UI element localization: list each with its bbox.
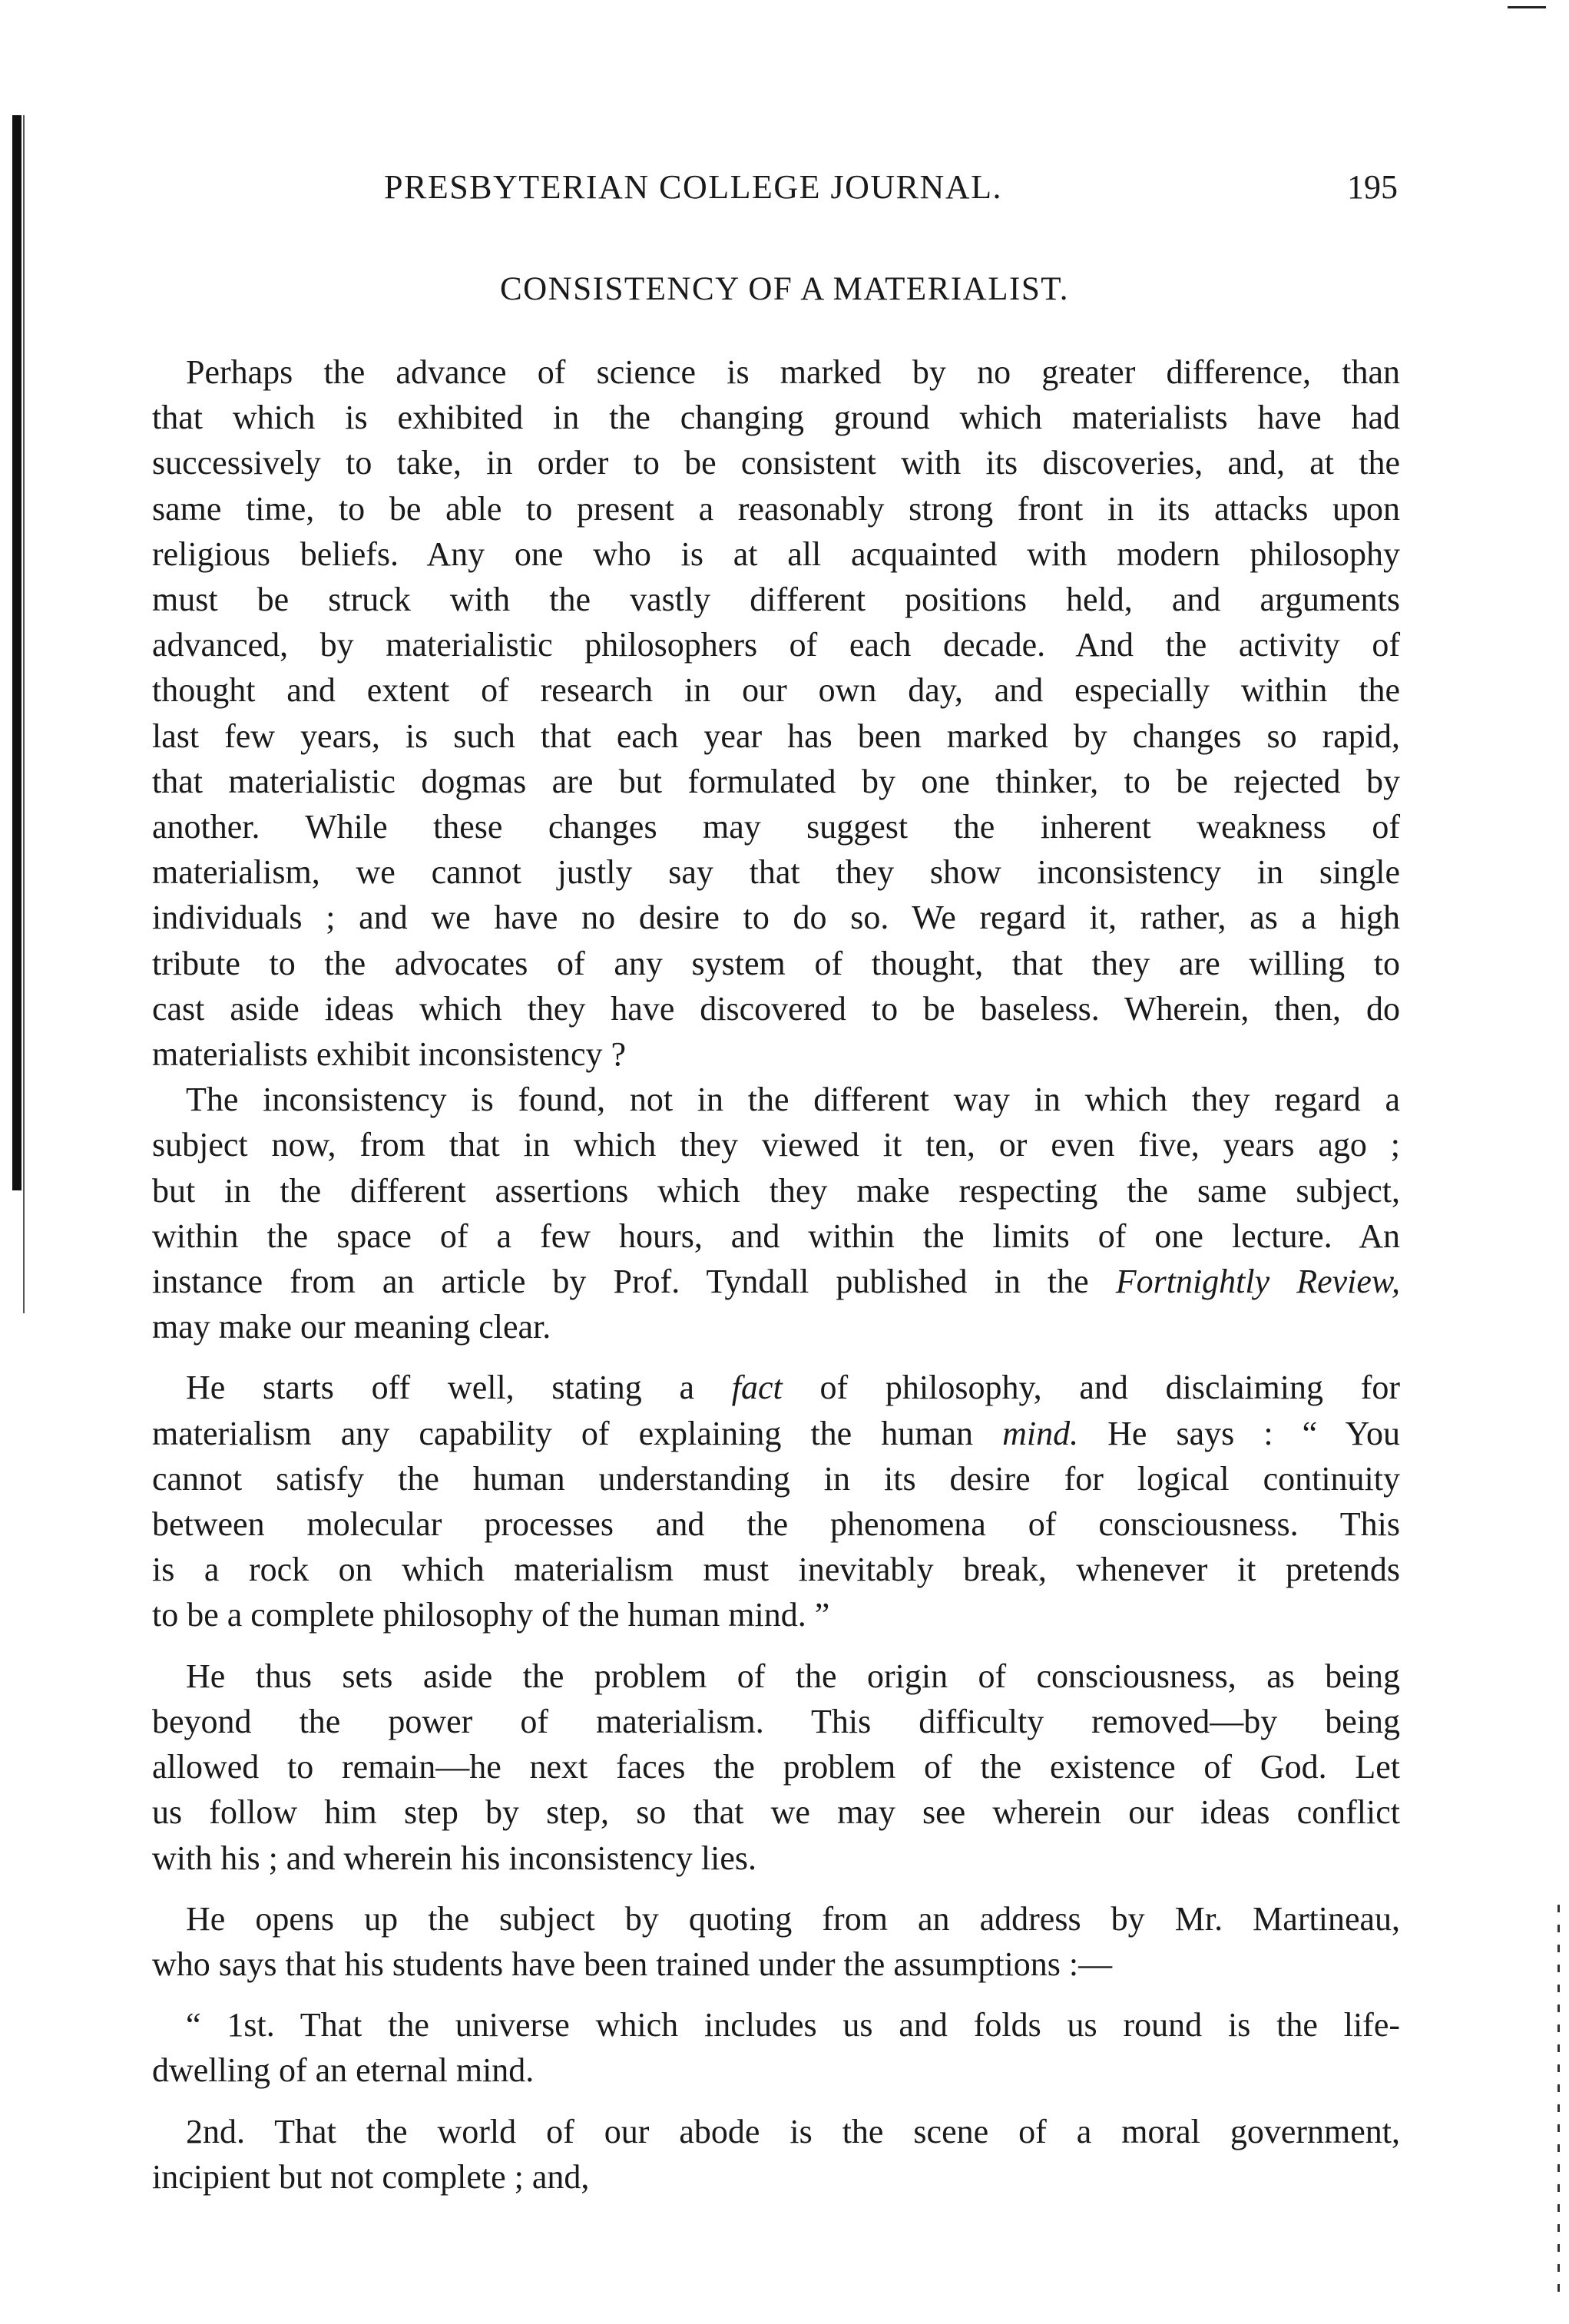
paragraph-1: [152, 349, 1400, 1077]
text-line: [152, 1365, 1400, 1410]
text-line: subject now, from that in which they viewed it ten, or even five, years ago ;: [152, 1126, 1400, 1164]
text-line: materialists exhibit inconsistency ?: [152, 1035, 627, 1074]
paragraph-4: [152, 1654, 1400, 1881]
paragraph-3: [152, 1365, 1400, 1637]
text-line: may make our meaning clear.: [152, 1308, 551, 1346]
text-line: same time, to be able to present a reasonably strong front in its attacks upon: [152, 489, 1400, 528]
text-line: must be struck with the vastly different positions held, and arguments: [152, 581, 1400, 619]
text-line: that materialistic dogmas are but formulated by one thinker, to be rejected by: [152, 762, 1400, 800]
text-line: within the space of a few hours, and within the limits of one lecture. An: [152, 1217, 1400, 1255]
text-line: successively to take, in order to be consistent with its discoveries, and, at the: [152, 444, 1400, 482]
text-line: materialism, we cannot justly say that they show inconsistency in single: [152, 853, 1400, 892]
page-number: 195: [1347, 168, 1398, 206]
text-line: that which is exhibited in the changing ground which materialists have had: [152, 399, 1400, 437]
paragraph-2: [152, 1077, 1400, 1349]
article-body: [152, 349, 1400, 2200]
text-line: beyond the power of materialism. This difficulty removed—by being: [152, 1702, 1400, 1740]
journal-title: Fortnightly Review,: [1115, 1263, 1400, 1301]
text-line: to be a complete philosophy of the human mind. ”: [152, 1596, 830, 1634]
paragraph-5: [152, 1896, 1400, 1987]
text-run: of philosophy, and disclaiming for: [782, 1369, 1400, 1407]
text-line: between molecular processes and the phenomena of consciousness. This: [152, 1505, 1400, 1544]
text-line: thought and extent of research in our own day, and especially within the: [152, 671, 1400, 710]
text-line: religious beliefs. Any one who is at all acquainted with modern philosophy: [152, 535, 1400, 573]
text-line: with his ; and wherein his inconsistency lies.: [152, 1839, 756, 1877]
text-line: allowed to remain—he next faces the problem of the existence of God. Let: [152, 1748, 1400, 1786]
text-line: Perhaps the advance of science is marked by no greater difference, than: [186, 353, 1400, 391]
quotation-item-2: [152, 2109, 1400, 2200]
text-line: another. While these changes may suggest the inherent weakness of: [152, 808, 1400, 846]
text-line: dwelling of an eternal mind.: [152, 2051, 535, 2090]
text-line: tribute to the advocates of any system of thought, that they are willing to: [152, 944, 1400, 982]
text-line: who says that his students have been trained under the assumptions :—: [152, 1945, 1113, 1983]
quotation-item-1: [152, 2002, 1400, 2093]
scan-right-dashes: [1557, 1905, 1560, 2304]
text-line: incipient but not complete ; and,: [152, 2157, 590, 2196]
text-line: [152, 1259, 1400, 1304]
text-line: but in the different assertions which they make respecting the same subject,: [152, 1171, 1400, 1210]
running-head: PRESBYTERIAN COLLEGE JOURNAL.: [384, 168, 1002, 206]
text-line: advanced, by materialistic philosophers of each decade. And the activity of: [152, 626, 1400, 664]
text-run: He says : “ You: [1078, 1414, 1400, 1452]
article-title: CONSISTENCY OF A MATERIALIST.: [499, 271, 1070, 307]
text-line: The inconsistency is found, not in the different way in which they regard a: [186, 1081, 1400, 1119]
text-run: materialism any capability of explaining the human: [152, 1414, 1003, 1452]
emphasis: fact: [731, 1369, 783, 1407]
text-line: [152, 1411, 1400, 1456]
text-line: is a rock on which materialism must inevitably break, whenever it pretends: [152, 1551, 1400, 1589]
text-line: “ 1st. That the universe which includes us and folds us round is the life-: [186, 2006, 1400, 2044]
text-line: cast aside ideas which they have discovered to be baseless. Wherein, then, do: [152, 989, 1400, 1028]
text-line: 2nd. That the world of our abode is the scene of a moral government,: [186, 2112, 1400, 2150]
emphasis: mind.: [1002, 1414, 1079, 1452]
text-line: cannot satisfy the human understanding in its desire for logical continuity: [152, 1459, 1400, 1498]
text-line: us follow him step by step, so that we may see wherein our ideas conflict: [152, 1793, 1400, 1832]
text-run: He starts off well, stating a: [186, 1369, 732, 1407]
text-line: He opens up the subject by quoting from an address by Mr. Martineau,: [186, 1899, 1400, 1938]
text-line: He thus sets aside the problem of the origin of consciousness, as being: [186, 1657, 1400, 1695]
text-run: instance from an article by Prof. Tyndall published in the: [152, 1263, 1116, 1301]
text-line: last few years, is such that each year has been marked by changes so rapid,: [152, 717, 1400, 755]
scan-corner-mark: [1508, 6, 1546, 8]
text-line: individuals ; and we have no desire to do so. We regard it, rather, as a high: [152, 899, 1400, 937]
page-header: [154, 167, 1398, 214]
